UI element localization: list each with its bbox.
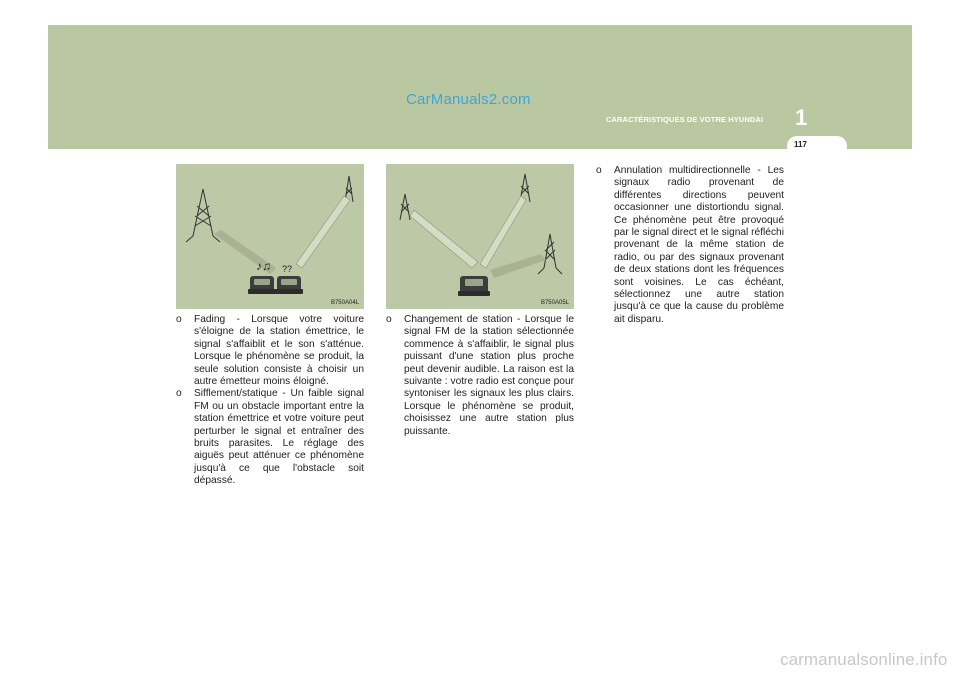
chapter-title: CARACTÉRISTIQUES DE VOTRE HYUNDAI <box>606 115 764 124</box>
bullet: o <box>176 314 182 325</box>
list-item <box>596 165 784 326</box>
list-item-text: Fading - Lorsque votre voiture s'éloigne de la station émettrice, le signal s'affaiblit et le son s'atténue. Lorsque le phénomène se produit, la seule solution consiste à choisir un autre émetteur moins éloigné. <box>194 314 364 388</box>
fading-diagram <box>176 164 364 309</box>
music-note-icon: ♪♫ <box>256 259 271 273</box>
header-band <box>48 25 912 149</box>
radio-tower-icon <box>400 194 410 220</box>
footer-watermark: carmanualsonline.info <box>780 650 948 669</box>
list-item <box>176 314 364 388</box>
text-column-2 <box>386 314 574 438</box>
figure-code: B750A05L <box>540 300 569 306</box>
text-column-1 <box>176 314 364 488</box>
signal-beam <box>490 254 546 278</box>
radio-tower-icon <box>538 234 562 274</box>
station-change-diagram <box>386 164 574 309</box>
car-icon <box>248 276 276 294</box>
car-icon <box>275 276 303 294</box>
list-item <box>176 388 364 487</box>
bullet: o <box>596 165 602 176</box>
signal-beam <box>410 210 478 268</box>
bullet: o <box>176 388 182 400</box>
list-item-text: Sifflement/statique - Un faible signal FM ou un obstacle important entre la station émettrice et votre voiture peut perturber le signal et entraîner des bruits parasites. Le réglage des aiguës peut atténuer ce phénomène jusqu'à ce que l'obstacle soit dépassé. <box>194 388 364 487</box>
chapter-number: 1 <box>795 105 808 130</box>
figure-code: B750A04L <box>330 300 359 306</box>
car-icon <box>458 276 490 296</box>
bullet: o <box>386 314 392 325</box>
figure-station-change-illustration <box>386 164 574 309</box>
text-column-3 <box>596 165 784 326</box>
figure-mark-text: ?? <box>282 264 293 274</box>
list-item-text: Changement de station - Lorsque le signal FM de la station sélectionnée commence à s'affaiblir, le signal plus puissant d'une station plus proche peut devenir audible. La raison est la suivante : votre radio est conçue pour syntoniser les signaux les plus clairs. Lorsque le phénomène se produit, choisissez une autre station plus puissante. <box>404 314 574 437</box>
signal-beam <box>296 196 350 268</box>
list-item <box>386 314 574 438</box>
signal-beam <box>480 196 526 268</box>
page-number: 117 <box>794 140 807 149</box>
list-item-text: Annulation multidirectionnelle - Les signaux radio provenant de différentes directions peuvent occasionner une distortiondu signal. Ce phénomène peut être provoqué par le signal direct et le signal réfléchi provenant de la même station de radio, ou par des signaux provenant de deux stations dont les fréquences sont voisines. Le cas échéant, sélectionnez une autre station jusqu'à ce que la cause du problème ait disparu. <box>614 165 784 325</box>
figure-fading-illustration <box>176 164 364 309</box>
watermark-link[interactable]: CarManuals2.com <box>406 91 531 108</box>
